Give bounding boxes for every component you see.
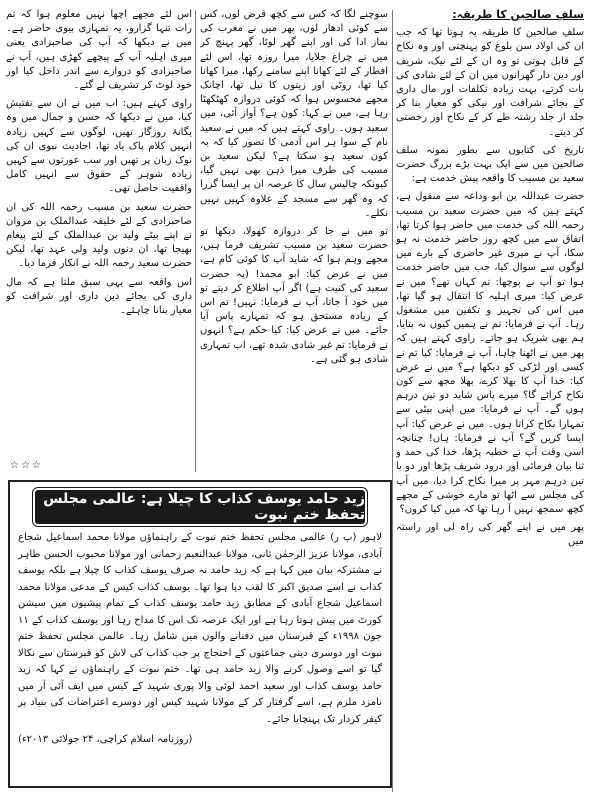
news-headline: زید حامد یوسف کذاب کا چیلا ہے: عالمی مجلس تحفظ ختم نبوت	[35, 490, 365, 524]
paragraph: اس لئے مجھے اچھا نہیں معلوم ہوا کہ تم رات تنہا گزارو، یہ تمہاری بیوی حاضر ہے۔ میں نے دیکھا کہ آپ کی صاحبزادی یعنی میری اہلیہ آپ کے پیچھے کھڑی ہیں، آپ نے صاحبزادی کو دروازے سے اندر داخل کیا اور خود لوٹ کر تشریف لے گئے۔	[6, 9, 192, 92]
column-divider	[392, 10, 393, 792]
section-end-stars: ☆☆☆	[10, 460, 43, 471]
paragraph: حضرت سعید بن مسیب رحمہ اللہ کی ان صاحبزادی کے لئے خلیفہ عبدالملک بن مروان نے اپنے بیٹے ولید بن عبدالملک کے لئے پیغام بھیجا تھا، ان دنوں ولید ولی عہد تھا، لیکن حضرت سعید رحمہ اللہ نے انکار فرما دیا۔	[6, 201, 192, 270]
news-box	[8, 480, 392, 788]
column-divider	[195, 10, 196, 472]
left-column	[6, 8, 192, 478]
news-source: (روزنامہ اسلام کراچی، ۲۴ جولائی ۲۰۱۳ء)	[18, 734, 193, 745]
section-heading: سلفِ صالحین کا طریقہ:	[452, 8, 584, 21]
paragraph: حضرت عبداللہ بن ابو وداعہ سے منقول ہے، کہتے ہیں کہ میں حضرت سعید بن مسیب رحمہ اللہ کی خدمت میں حاضر ہوا کرتا تھا، اتفاق سے میں کچھ روز حاضر خدمت نہ ہو سکا، آپ نے میری غیر حاضری کے بارے میں لوگوں سے سوال کیا، جب میں حاضر خدمت ہوا تو آپ نے پوچھا: تم کہاں تھے؟ میں نے عرض کیا: میری اہلیہ کا انتقال ہو گیا تھا، میں اس کی تجہیز و تکفین میں مشغول رہا۔ آپ نے فرمایا: تم نے ہمیں کیوں نہ بتایا، ہم بھی شریک ہو جاتے۔ راوی کہتے ہیں کہ پھر میں نے اٹھنا چاہا، آپ نے فرمایا: کیا تم نے کسی اور لڑکی کو دیکھا ہے؟ میں نے عرض کیا: خدا آپ کا بھلا کرے، بھلا مجھ سے کون نکاح کرائے گا؟ میرے پاس شاید دو تین درہم ہوں گے۔ آپ نے فرمایا: میں اپنی بیٹی سے تمہارا نکاح کراتا ہوں۔ میں نے عرض کیا: آپ ایسا کریں گے؟ آپ نے فرمایا: ہاں! چنانچہ اسی وقت آپ نے خطبہ پڑھا، خدا کی حمد و ثنا بیان فرمائی اور درود شریف پڑھا اور دو یا تین درہم مہر پر میرا نکاح کرا دیا، میں آپ کی مجلس سے اٹھا تو مارے خوشی کے مجھے کچھ سمجھ نہیں آ رہا تھا کہ میں کیا کروں؟	[396, 191, 584, 515]
news-body	[10, 530, 390, 749]
paragraph: سلفِ صالحین کا طریقہ یہ ہوتا تھا کہ جب ان کی اولاد سن بلوغ کو پہنچتی اور وہ نکاح کے قابل ہوتی تو وہ ان کے لئے نیک، شریف اور دین دار گھرانوں میں ان کے لئے شادی کی بات کرتے، بہت زیادہ تکلفات اور مال داری کے بجائے شرافت اور نیکی کو معیار بنا کر جلد از جلد رشتہ طے کر کے نکاح اور رخصتی کر دیتے۔	[396, 27, 584, 138]
middle-column	[200, 8, 388, 478]
paragraph: راوی کہتے ہیں: اب میں نے ان سے تفتیش کیا، میں نے دیکھا کہ حسن و جمال میں وہ یگانۂ روزگار تھیں، لوگوں سے کہیں زیادہ انہیں کلام پاک یاد تھا، احادیث نبوی ان کی نوک زبان پر تھیں اور سب عورتوں سے کہیں زیادہ شوہر کے حقوق سے انہیں کامل واقفیت حاصل تھی۔	[6, 98, 192, 195]
paragraph: تاریخ کی کتابوں سے بطور نمونہ سلف صالحین میں سے ایک بہت بڑے بزرگ حضرت سعید بن مسیب کا واقعہ پیش خدمت ہے:	[396, 144, 584, 185]
paragraph: سوچنے لگا کہ کس سے کچھ قرض لوں، کس سے کوئی ادھار لوں، پھر میں نے مغرب کی نماز ادا کی اور اپنے گھر لوٹا، گھر پہنچ کر میں نے چراغ جلایا، میرا روزہ تھا، اس لئے افطار کے لئے کھانا اپنے سامنے رکھا، میرا کھانا کیا تھا، روٹی اور زیتون کا تیل تھا، اچانک مجھے محسوس ہوا کہ کوئی دروازہ کھٹکھٹا رہا ہے، میں نے کہا: کون ہے؟ آواز آئی، میں سعید ہوں۔ راوی کہتے ہیں کہ میں نے سعید نام کے سوا ہر اس آدمی کا تصور کیا کہ یہ کون سعید ہو سکتا ہے؟ لیکن سعید بن مسیب کی طرف میرا ذہن بھی نہیں گیا، کیونکہ چالیس سال کا عرصہ ان پر ایسا گزرا کہ وہ گھر سے مسجد کے علاوہ کہیں نہیں نکلے۔	[200, 9, 388, 219]
right-column	[396, 8, 584, 790]
paragraph: پھر میں نے اپنے گھر کی راہ لی اور راستہ میں	[396, 522, 584, 548]
paragraph: تو میں نے جا کر دروازہ کھولا، دیکھا تو حضرت سعید بن مسیب تشریف فرما ہیں، مجھے وہم ہوا کہ شاید آپ کا کوئی کام ہے، میں نے عرض کیا: ابو محمد! (یہ حضرت سعید کی کنیت ہے) اگر آپ اطلاع کر دیتے تو میں خود آ جاتا، آپ نے فرمایا: نہیں! تم اس کے زیادہ مستحق ہو کہ تمہارے پاس آیا جائے۔ میں نے عرض کیا: کیا حکم ہے؟ انہوں نے فرمایا: تم غیر شادی شدہ تھے، اب تمہاری شادی ہو گئی ہے۔	[200, 226, 388, 365]
news-text: لاہور (پ ر) عالمی مجلس تحفظ ختم نبوت کے راہنماؤں مولانا محمد اسماعیل شجاع آبادی، مولانا عزیز الرحمٰن ثانی، مولانا عبدالنعیم رحمانی اور مولانا محبوب الحسن طاہر نے مشترکہ بیان میں کہا ہے کہ زید حامد نہ صرف یوسف کذاب کا چیلا ہے بلکہ یوسف کذاب نے اسے صدیق اکبر کا لقب دیا ہوا تھا۔ یوسف کذاب کیس کے مدعی مولانا محمد اسماعیل شجاع آبادی کے مطابق زید حامد یوسف کذاب کے تمام پیشیوں میں سیشن کورٹ میں پیش ہوتا رہا ہے اور ایک عرصہ تک اس کا مداح رہا اور یوسف کذاب کے ۱۱ جون ۱۹۹۸ء کے قبرستان میں دفنانے والوں میں شامل رہا۔ عالمی مجلس تحفظ ختم نبوت اور دوسری دینی جماعتوں کے احتجاج پر جب کذاب کی لاش کو قبرستان سے نکالا گیا تو اسے وصول کرنے والا زید حامد ہی تھا۔ ختم نبوت کے راہنماؤں نے کہا کہ زید حامد یوسف کذاب اور سعید احمد لوئی والا پوری شہید کے کیس میں ایف آئی آر میں نامزد ملزم ہے، اسے گرفتار کر کے مولانا شہید کیس اور دوسرے اعتراضات کی بنیاد پر کیفر کردار تک پہنچایا جائے۔	[18, 532, 382, 725]
paragraph: اس واقعہ سے یہی سبق ملتا ہے کہ مال داری کی بجائے دین داری اور شرافت کو معیار بنانا چاہئے۔	[6, 276, 192, 317]
